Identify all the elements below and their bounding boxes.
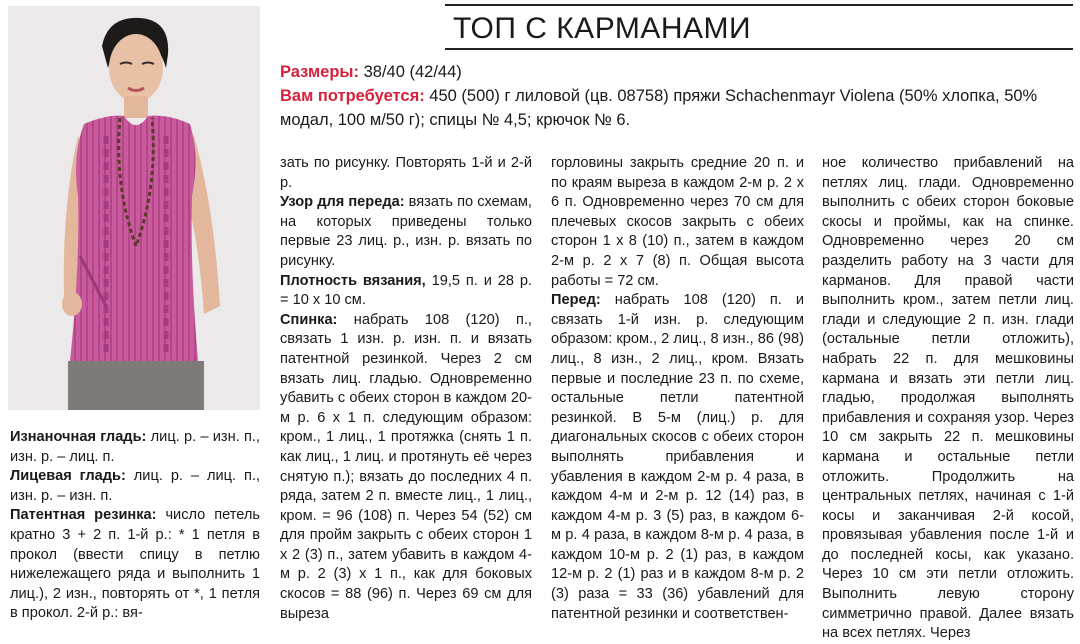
paragraph-text: горловины закрыть средние 20 п. и по краям выреза в каждом 2-м р. 2 х 6 п. Одновременно через 70 см для плечевых скосов закрыть с обеих сторон 1 х 8 (10) п., затем в каждом 2-м р. 2 х 7 (8) п. Общая высота работы = 72 см. [551,155,804,289]
paragraph-label: Лицевая гладь: [10,468,126,485]
paragraph [551,154,804,291]
paragraph [10,506,260,624]
paragraph [280,272,532,311]
paragraph-text: лиц. р. – лиц. п., изн. р. – изн. п. [10,468,261,504]
paragraph-label: Патентная резинка: [10,507,157,524]
paragraph-label: Изнаночная гладь: [10,429,147,445]
materials-line [280,84,1070,132]
paragraph-text: лиц. р. – изн. п., изн. р. – лиц. п. [10,429,260,465]
paragraph-text: зать по рисунку. Повторять 1-й и 2-й р. [280,155,532,191]
paragraph-text: 19,5 п. и 28 р. = 10 х 10 см. [280,272,532,309]
paragraph [280,311,532,625]
paragraph [10,467,260,506]
materials-label: Вам потребуется: [280,87,425,105]
paragraph [280,154,532,193]
paragraph-text: вязать по схемам, на которых приведены только первые 23 лиц. р., изн. р. вязать по рисунку. [280,194,532,269]
paragraph [551,291,804,624]
materials-value: 450 (500) г лиловой (цв. 08758) пряжи Schachenmayr Violena (50% хлопка, 50% модал, 100 м/50 г); спицы № 4,5; крючок № 6. [280,87,1038,129]
paragraph-label: Плотность вязания, [280,272,426,289]
model-wearing-knitted-top-icon [8,6,260,410]
sizes-value: 38/40 (42/44) [359,63,462,81]
text-column-3 [822,154,1074,644]
text-column-2 [551,154,804,624]
paragraph-text: число петель кратно 3 + 2 п. 1-й р.: * 1 петля в прокол (ввести спицу в петлю нижележащего ряда и выполнить 1 лиц.), 2 изн., повторять от *, 1 петля в прокол. 2-й р.: вя- [10,507,261,622]
paragraph-text: набрать 108 (120) п., связать 1 изн. р. изн. п. и вязать патентной резинкой. Через 2 см вязать лиц. гладью. Одновременно убавить с обеих сторон в каждом 20-м р. 6 х 1 п. следующим образом: кром., 1 лиц., 1 протяжка (снять 1 п. как лиц., 1 лиц. и протянуть её через снятую п.); вязать до последних 4 п. ряда, затем 2 п. вместе лиц., 1 лиц., кром. = 96 (108) п. Через 54 (52) см для пройм закрыть с обеих сторон 1 х 2 (3) п., затем убавить в каждом 4-м р. 2 (3) х 1 п., как для боковых скосов = 88 (96) п. Через 69 см для выреза [280,311,532,622]
paragraph [10,428,260,467]
model-photo [8,6,260,410]
paragraph-text: набрать 108 (120) п. и связать 1-й изн. р. следующим образом: кром., 2 лиц., 8 изн., 86 (98) лиц., 8 изн., 2 лиц., кром. Вязать первые и последние 23 п. по схеме, остальные петли патентной резинкой. В 5-м (лиц.) р. для диагональных скосов с обеих сторон выполнять прибавления и убавления в каждом 2-м р. 4 раза, в каждом 4-м и 2-м р. 12 (14) раз, в каждом 4-м р. 3 (5) раз, в каждом 6-м р. 4 раза, в каждом 8-м р. 4 раза, в каждом 10-м р. 2 (1) раз, в каждом 12-м р. 2 (1) раз и в каждом 8-м р. 2 (3) раза = 33 (36) убавлений для патентной резинки и соответствен- [551,292,804,622]
paragraph-label: Перед: [551,292,601,309]
paragraph-label: Узор для переда: [280,194,405,211]
paragraph [822,154,1074,644]
paragraph-label: Спинка: [280,311,338,328]
sizes-line [280,60,1070,84]
sizes-label: Размеры: [280,63,360,81]
stitch-definitions-column [10,428,260,624]
specs-block [280,60,1070,132]
paragraph [280,193,532,271]
paragraph-text: ное количество прибавлений на петлях лиц. глади. Одновременно выполнить с обеих сторон боковые скосы и проймы, как на спинке. Одновременно через 20 см разделить работу на 3 части для карманов. Для правой части выполнить кром., затем петли лиц. глади и следующие 2 п. изн. глади (остальные петли отложить), набрать 22 п. для мешковины кармана и вязать эти петли лиц. гладью, продолжая выполнять прибавления и сохраняя узор. Через 10 см закрыть 22 п. мешковины кармана и остальные петли отложить. Продолжить на центральных петлях, начиная с 1-й косы и заканчивая 2-й косой, провязывая убавления после 1-й и до последней косы, как указано. Через 10 см эти петли отложить. Выполнить левую сторону симметрично правой. Далее вязать на всех петлях. Через [822,155,1074,642]
page-title: ТОП С КАРМАНАМИ [445,4,1073,50]
text-column-1 [280,154,532,624]
